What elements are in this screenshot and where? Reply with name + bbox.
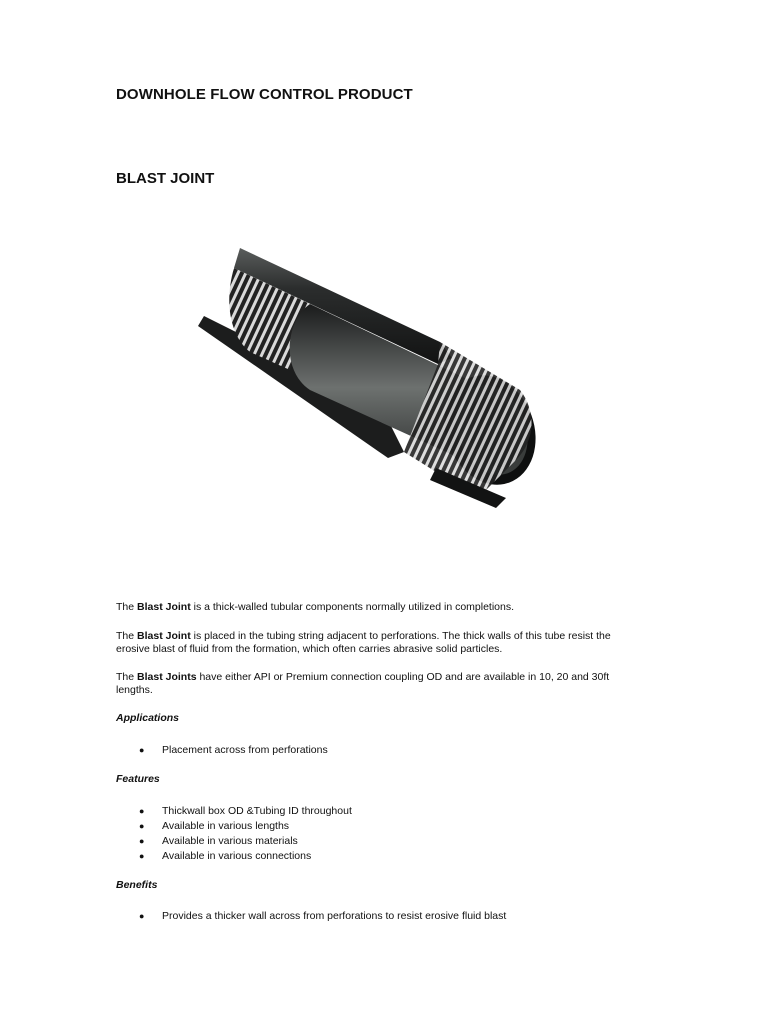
list-item-text: Available in various connections <box>162 850 312 862</box>
bullet-icon: ● <box>139 806 145 816</box>
bullet-icon: ● <box>139 821 145 831</box>
paragraph-3-bold: Blast Joints <box>137 671 197 683</box>
list-item-text: Available in various materials <box>162 835 298 847</box>
features-heading: Features <box>116 773 160 785</box>
paragraph-2-pre: The <box>116 630 138 642</box>
list-item <box>138 743 328 758</box>
bullet-icon: ● <box>139 911 145 921</box>
list-item <box>138 804 352 819</box>
list-item-text: Placement across from perforations <box>162 744 328 756</box>
features-list <box>138 804 352 864</box>
section-title: BLAST JOINT <box>116 170 215 187</box>
paragraph-1-bold: Blast Joint <box>137 601 191 613</box>
bullet-icon: ● <box>139 851 145 861</box>
list-item-text: Provides a thicker wall across from perforations to resist erosive fluid blast <box>162 910 507 922</box>
list-item-text: Thickwall box OD &Tubing ID throughout <box>162 805 352 817</box>
benefits-heading: Benefits <box>116 879 158 891</box>
list-item <box>138 909 506 924</box>
paragraph-2-post: is placed in the tubing string adjacent to perforations. The thick walls of this tube resist the erosive blast of fluid from the formation, which often carries abrasive solid particles. <box>116 630 611 655</box>
paragraph-3 <box>116 671 646 697</box>
document-title: DOWNHOLE FLOW CONTROL PRODUCT <box>116 86 413 103</box>
paragraph-1 <box>116 601 646 614</box>
paragraph-3-pre: The <box>116 671 138 683</box>
applications-heading: Applications <box>116 712 180 724</box>
bullet-icon: ● <box>139 745 145 755</box>
paragraph-1-post: is a thick-walled tubular components normally utilized in completions. <box>190 601 515 613</box>
benefits-list <box>138 909 506 924</box>
list-item <box>138 819 352 834</box>
paragraph-2 <box>116 630 646 656</box>
applications-list <box>138 743 328 758</box>
list-item-text: Available in various lengths <box>162 820 290 832</box>
paragraph-3-post: have either API or Premium connection coupling OD and are available in 10, 20 and 30ft lengths. <box>116 671 610 696</box>
paragraph-2-bold: Blast Joint <box>137 630 191 642</box>
list-item <box>138 834 352 849</box>
blast-joint-illustration <box>190 240 580 520</box>
bullet-icon: ● <box>139 836 145 846</box>
list-item <box>138 849 352 864</box>
paragraph-1-pre: The <box>116 601 138 613</box>
